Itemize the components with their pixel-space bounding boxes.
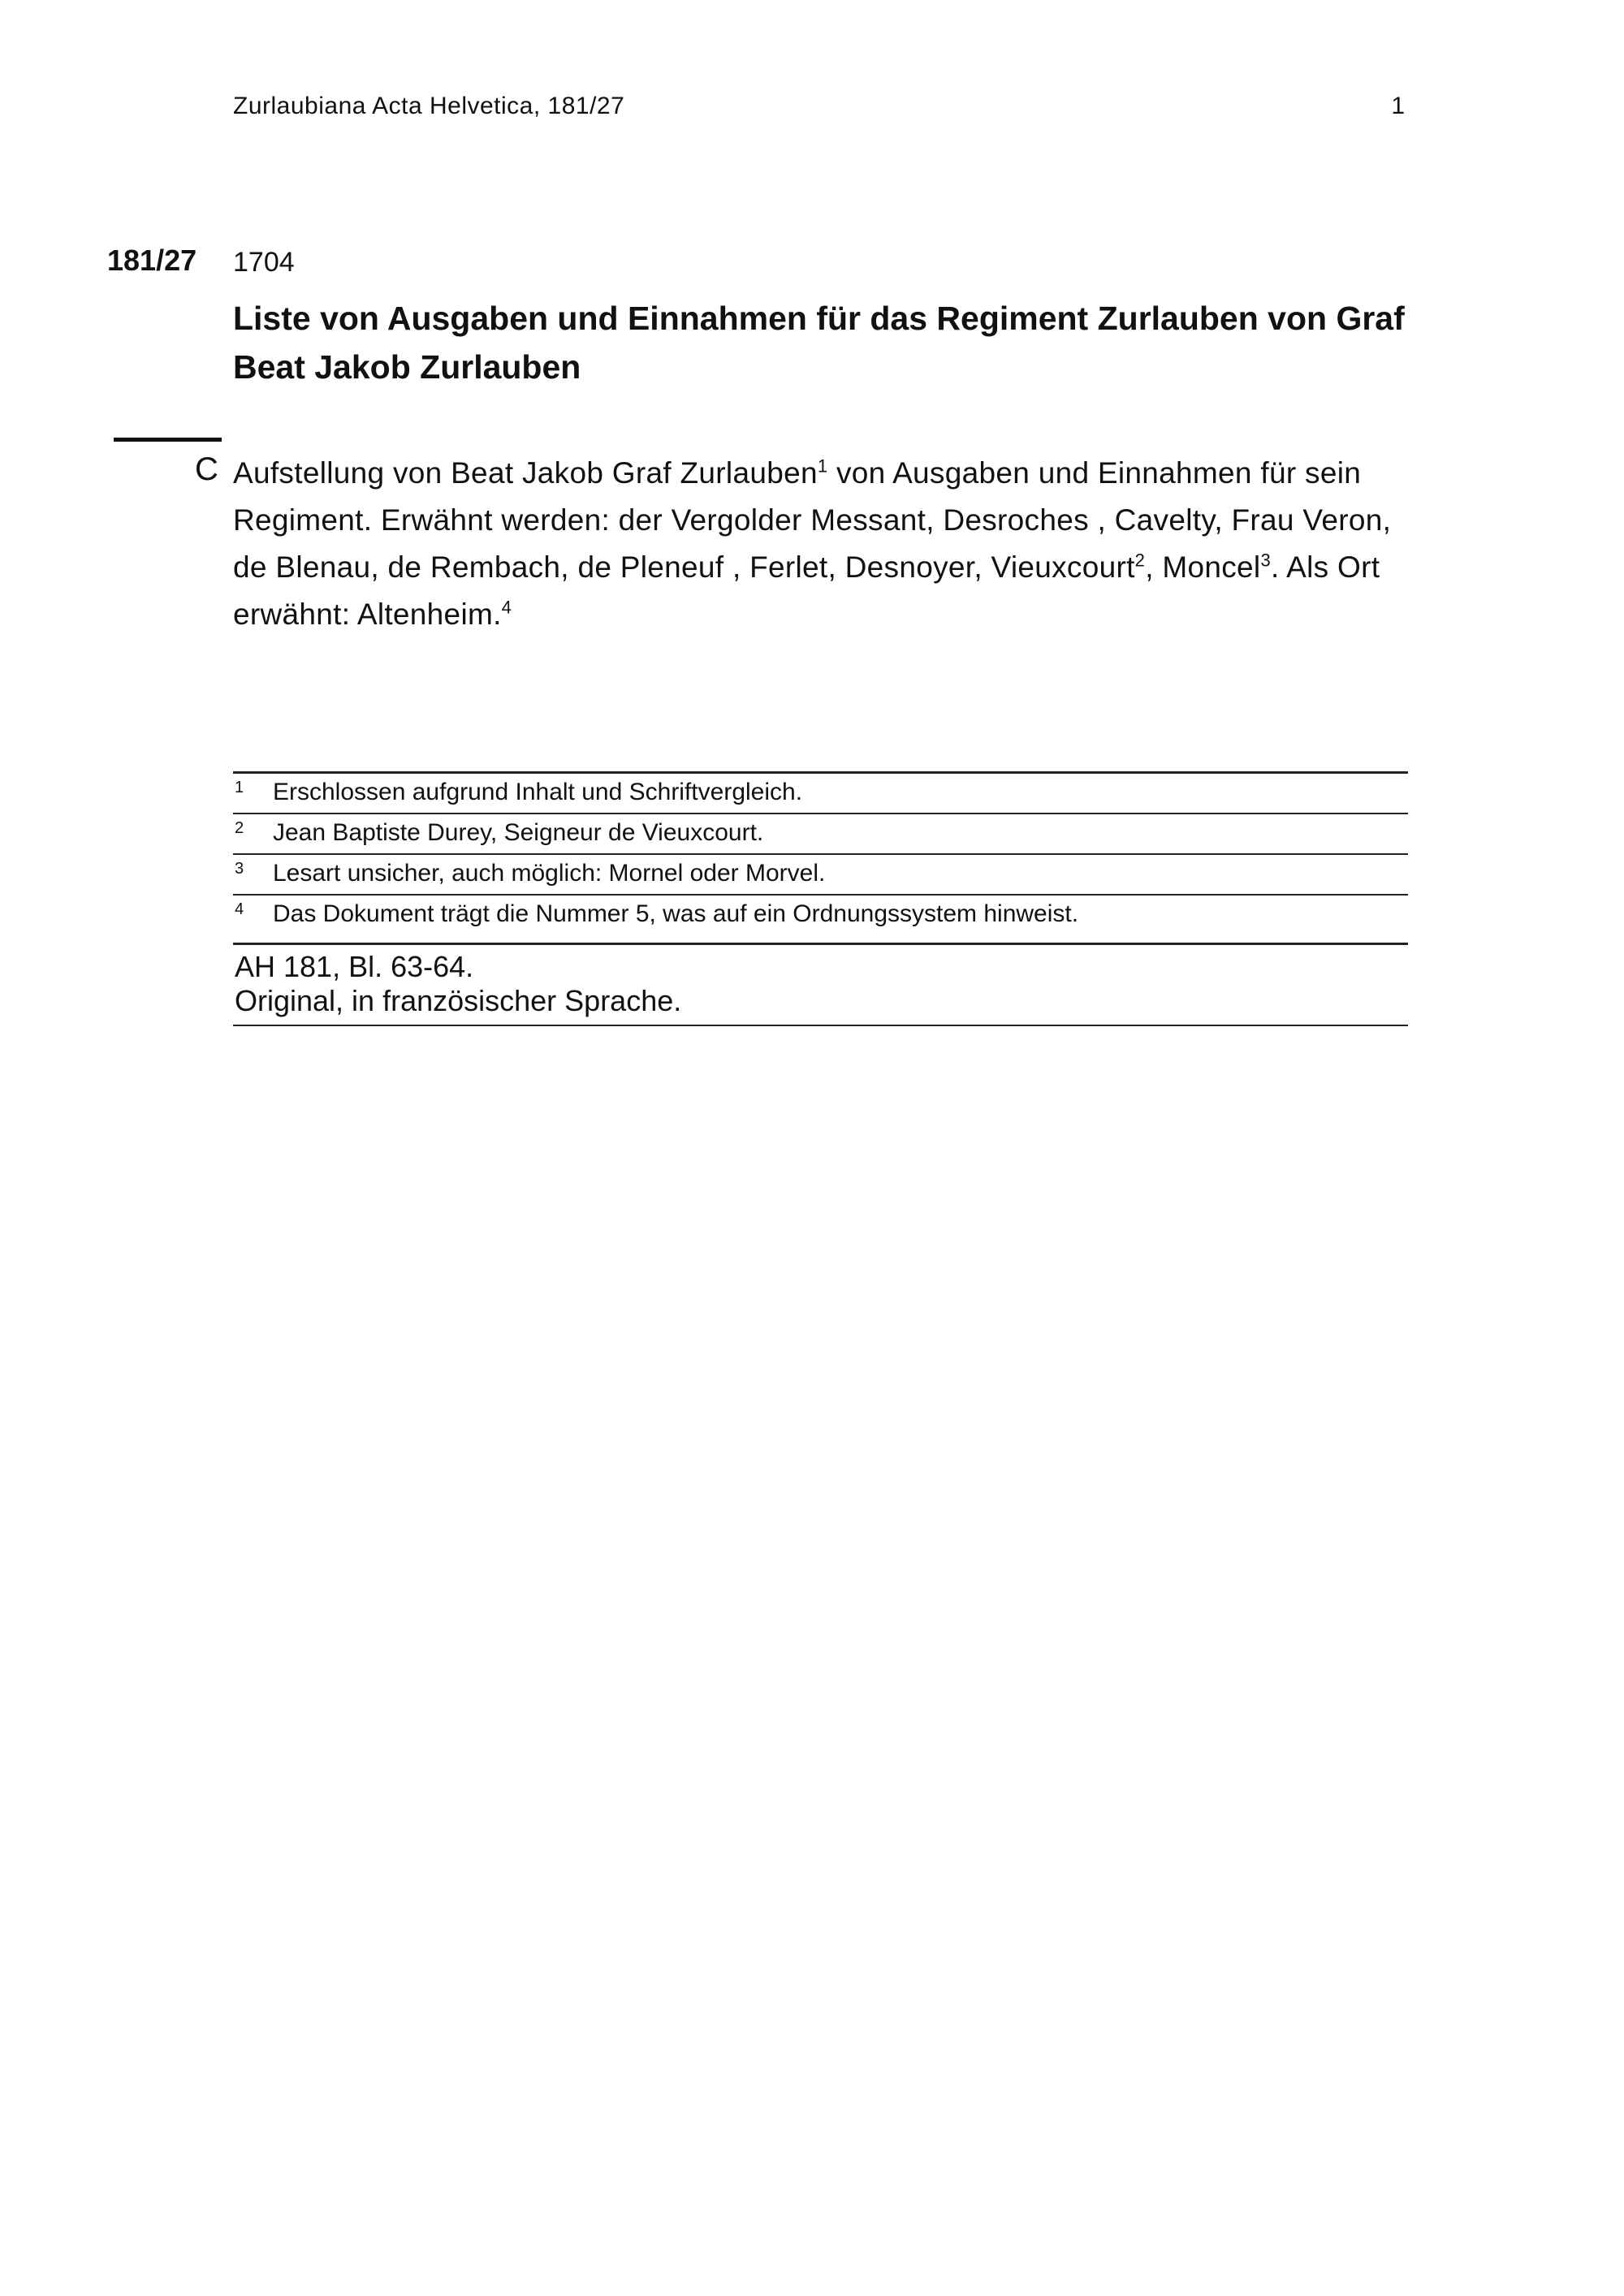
- footnote-marker: 2: [235, 819, 244, 837]
- document-abstract: [233, 450, 1410, 638]
- footnote-marker: 4: [235, 900, 244, 918]
- document-date: 1704: [233, 247, 295, 278]
- footnotes: [233, 771, 1408, 1026]
- footnote-text: Jean Baptiste Durey, Seigneur de Vieuxcourt.: [273, 819, 764, 846]
- section-letter: C: [195, 451, 218, 487]
- footnote-reference: 3: [1260, 550, 1271, 571]
- document-title: Liste von Ausgaben und Einnahmen für das Regiment Zurlauben von Graf Beat Jakob Zurlauben: [233, 300, 1405, 386]
- footnote: [233, 894, 1408, 934]
- archive-signature: AH 181, Bl. 63-64.: [235, 950, 474, 983]
- abstract-text: Aufstellung von Beat Jakob Graf Zurlauben: [233, 456, 818, 490]
- abstract-text: , Moncel: [1145, 550, 1261, 584]
- document-number: 181/27: [107, 244, 197, 277]
- source-citation: [233, 943, 1408, 1026]
- footnote-reference: 2: [1134, 550, 1146, 571]
- footnote: [233, 853, 1408, 894]
- footnote-text: Lesart unsicher, auch möglich: Mornel oder Morvel.: [273, 860, 826, 887]
- footnote-reference: 4: [501, 597, 512, 618]
- footnote-marker: 3: [235, 860, 244, 878]
- running-head: Zurlaubiana Acta Helvetica, 181/27: [233, 93, 625, 119]
- footnote: [233, 771, 1408, 813]
- footnote: [233, 813, 1408, 853]
- footnote-marker: 1: [235, 779, 244, 796]
- footnote-text: Erschlossen aufgrund Inhalt und Schriftvergleich.: [273, 779, 803, 805]
- footnote-text: Das Dokument trägt die Nummer 5, was auf ein Ordnungssystem hinweist.: [273, 900, 1079, 927]
- abstract-text: von Ausgaben und Einnahmen für sein Regiment. Erwähnt werden: der Vergolder Messant, Desroches , Cavelty, Frau Veron, de Blenau, de Rembach, de Pleneuf , Ferlet, Desnoyer, Vieuxcourt: [233, 456, 1392, 584]
- footnote-reference: 1: [817, 455, 828, 477]
- abstract-text: . Als Ort erwähnt: Altenheim.: [233, 550, 1380, 631]
- source-note: Original, in französischer Sprache.: [235, 984, 682, 1017]
- section-divider: [114, 438, 222, 442]
- page-number: 1: [1391, 93, 1405, 119]
